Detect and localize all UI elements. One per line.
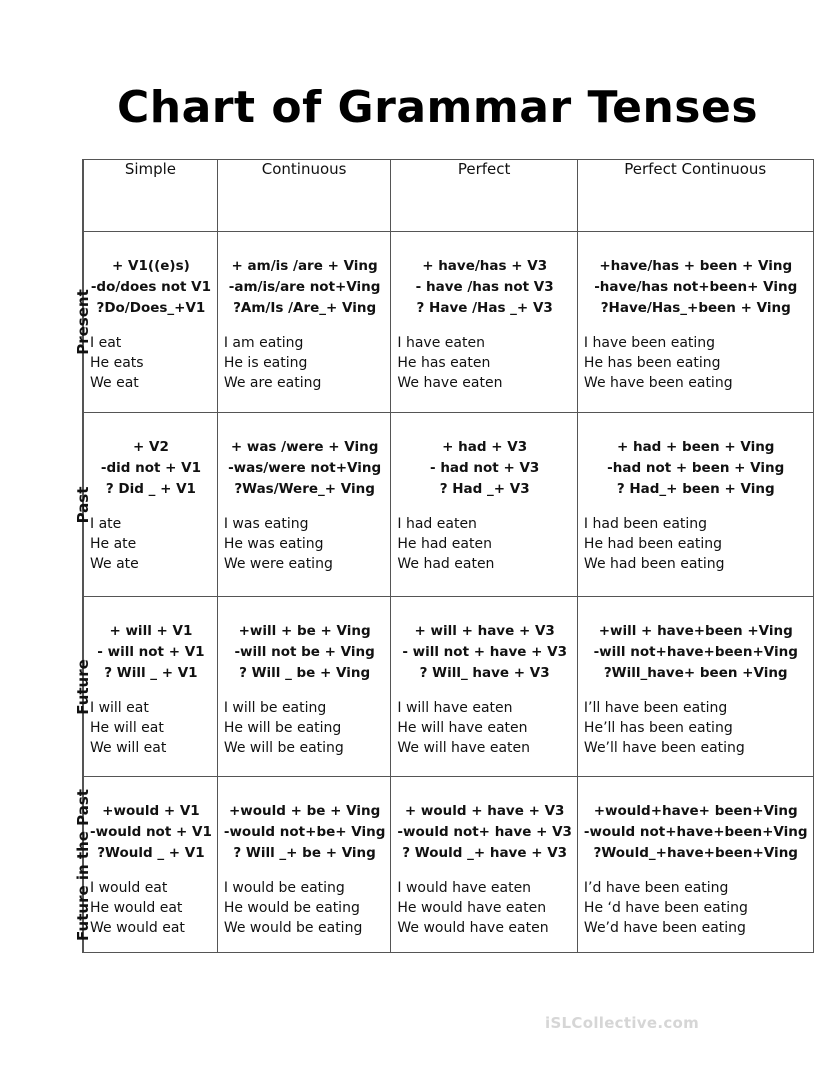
- tense-cell: [577, 777, 813, 953]
- example-sentence: He ate: [90, 536, 137, 552]
- tense-cell: [217, 777, 391, 953]
- example-sentence: He has eaten: [397, 355, 491, 371]
- formula-list: [397, 437, 572, 500]
- formula-line: -did not + V1: [100, 460, 201, 476]
- row-header-label: Future: [74, 658, 92, 715]
- formula-list: [224, 801, 386, 864]
- tense-cell: [217, 413, 391, 597]
- example-sentence: He will have eaten: [397, 720, 528, 736]
- example-sentence: We will have eaten: [397, 740, 531, 756]
- formula-line: +have/has + been + Ving: [599, 258, 793, 274]
- example-sentence: I will be eating: [223, 700, 327, 716]
- formula-line: + am/is /are + Ving: [231, 258, 378, 274]
- formula-line: - have /has not V3: [415, 279, 554, 295]
- tense-cell: [577, 232, 813, 413]
- formula-line: + will + V1: [109, 623, 193, 639]
- formula-line: ? Did _ + V1: [105, 481, 196, 497]
- row-header: [74, 597, 92, 777]
- example-sentence: I eat: [90, 335, 122, 351]
- formula-line: + V1((e)s): [112, 258, 190, 274]
- formula-line: +would+have+ been+Ving: [593, 803, 798, 819]
- tense-cell: [217, 232, 391, 413]
- formula-line: ? Will _+ be + Ving: [233, 845, 376, 861]
- example-sentence: We would have eaten: [397, 920, 549, 936]
- tense-cell: [391, 232, 578, 413]
- formula-line: + had + been + Ving: [616, 439, 775, 455]
- formula-list: [584, 256, 808, 319]
- example-sentence: I would eat: [90, 880, 168, 896]
- example-sentence: We will eat: [90, 740, 167, 756]
- example-list: [584, 514, 808, 574]
- formula-line: ?Have/Has_+been + Ving: [600, 300, 791, 316]
- formula-list: [224, 621, 386, 684]
- example-sentence: I am eating: [223, 335, 304, 351]
- example-list: [397, 698, 572, 758]
- formula-line: -had not + been + Ving: [607, 460, 785, 476]
- example-sentence: We have eaten: [397, 375, 503, 391]
- example-sentence: I will eat: [90, 700, 149, 716]
- tenses-table: [74, 159, 814, 953]
- example-sentence: I’ll have been eating: [583, 700, 728, 716]
- row-future: [83, 597, 814, 777]
- example-sentence: I was eating: [223, 516, 309, 532]
- formula-line: ? Have /Has _+ V3: [416, 300, 553, 316]
- example-sentence: He would eat: [90, 900, 183, 916]
- example-sentence: He’ll has been eating: [583, 720, 733, 736]
- formula-list: [224, 256, 386, 319]
- example-list: [224, 333, 386, 393]
- formula-line: ?Do/Does_+V1: [96, 300, 206, 316]
- example-list: [90, 333, 212, 393]
- example-sentence: I ate: [90, 516, 122, 532]
- formula-line: -would not+ have + V3: [397, 824, 572, 840]
- formula-line: ? Had _+ V3: [439, 481, 530, 497]
- example-sentence: He was eating: [223, 536, 324, 552]
- example-sentence: I would have eaten: [397, 880, 532, 896]
- formula-list: [90, 621, 212, 684]
- example-sentence: He has been eating: [583, 355, 721, 371]
- example-list: [90, 698, 212, 758]
- example-list: [584, 333, 808, 393]
- formula-line: ? Will_ have + V3: [419, 665, 550, 681]
- formula-list: [397, 256, 572, 319]
- example-sentence: He is eating: [223, 355, 308, 371]
- row-past: [83, 413, 814, 597]
- example-list: [90, 514, 212, 574]
- example-list: [224, 698, 386, 758]
- formula-list: [584, 801, 808, 864]
- tense-cell: [577, 413, 813, 597]
- example-sentence: I will have eaten: [397, 700, 513, 716]
- row-header-label: Present: [74, 289, 92, 355]
- page-title: Chart of Grammar Tenses: [117, 82, 759, 133]
- formula-line: - will not + have + V3: [402, 644, 567, 660]
- example-sentence: I had eaten: [397, 516, 477, 532]
- formula-line: +would + be + Ving: [228, 803, 381, 819]
- example-sentence: We are eating: [223, 375, 322, 391]
- example-sentence: He will be eating: [223, 720, 342, 736]
- column-header-perfect: Perfect: [391, 160, 578, 232]
- formula-line: ?Will_have+ been +Ving: [603, 665, 788, 681]
- row-header-label: Past: [74, 486, 92, 523]
- example-sentence: He eats: [90, 355, 144, 371]
- example-list: [224, 514, 386, 574]
- formula-list: [584, 437, 808, 500]
- example-list: [584, 698, 808, 758]
- formula-line: -was/were not+Ving: [228, 460, 382, 476]
- formula-list: [224, 437, 386, 500]
- formula-line: -do/does not V1: [90, 279, 212, 295]
- header-row: [83, 160, 814, 232]
- tense-cell: [84, 597, 218, 777]
- example-sentence: We’d have been eating: [583, 920, 746, 936]
- formula-list: [397, 621, 572, 684]
- formula-line: ?Was/Were_+ Ving: [234, 481, 375, 497]
- formula-line: -would not+have+been+Ving: [583, 824, 808, 840]
- formula-line: -would not+be+ Ving: [223, 824, 386, 840]
- formula-line: - will not + V1: [97, 644, 205, 660]
- example-list: [397, 514, 572, 574]
- tense-cell: [84, 777, 218, 953]
- tense-cell: [577, 597, 813, 777]
- example-list: [584, 878, 808, 938]
- formula-line: + had + V3: [442, 439, 528, 455]
- tense-cell: [84, 413, 218, 597]
- tense-cell: [391, 413, 578, 597]
- formula-list: [584, 621, 808, 684]
- example-sentence: We eat: [90, 375, 139, 391]
- example-sentence: I would be eating: [223, 880, 345, 896]
- formula-line: ?Would_+have+been+Ving: [593, 845, 798, 861]
- example-sentence: We had eaten: [397, 556, 495, 572]
- example-sentence: We’ll have been eating: [583, 740, 745, 756]
- watermark: iSLCollective.com: [545, 1014, 700, 1032]
- column-header-simple: Simple: [84, 160, 218, 232]
- formula-line: ? Had_+ been + Ving: [616, 481, 775, 497]
- example-list: [397, 333, 572, 393]
- formula-list: [90, 801, 212, 864]
- formula-line: - had not + V3: [430, 460, 540, 476]
- example-sentence: We were eating: [223, 556, 333, 572]
- tense-cell: [217, 597, 391, 777]
- formula-line: + V2: [132, 439, 169, 455]
- formula-line: + have/has + V3: [422, 258, 548, 274]
- example-sentence: We would be eating: [223, 920, 363, 936]
- example-sentence: We have been eating: [583, 375, 733, 391]
- example-sentence: I’d have been eating: [583, 880, 729, 896]
- tense-cell: [84, 232, 218, 413]
- tense-cell: [391, 777, 578, 953]
- formula-line: + would + have + V3: [404, 803, 565, 819]
- example-sentence: We had been eating: [583, 556, 725, 572]
- example-list: [224, 878, 386, 938]
- example-sentence: He will eat: [90, 720, 164, 736]
- row-header-label: Future in the Past: [74, 788, 92, 941]
- formula-line: +will + be + Ving: [238, 623, 371, 639]
- example-sentence: We would eat: [90, 920, 185, 936]
- formula-line: +will + have+been +Ving: [598, 623, 793, 639]
- formula-line: +would + V1: [102, 803, 200, 819]
- example-sentence: He would have eaten: [397, 900, 547, 916]
- example-sentence: I have eaten: [397, 335, 485, 351]
- formula-line: ? Would _+ have + V3: [402, 845, 568, 861]
- formula-line: ? Will _ be + Ving: [239, 665, 371, 681]
- formula-list: [90, 437, 212, 500]
- formula-line: ? Will _ + V1: [104, 665, 198, 681]
- formula-line: ?Am/Is /Are_+ Ving: [233, 300, 377, 316]
- row-future-in-the-past: [83, 777, 814, 953]
- formula-line: -have/has not+been+ Ving: [594, 279, 798, 295]
- row-present: [83, 232, 814, 413]
- example-list: [90, 878, 212, 938]
- tense-cell: [391, 597, 578, 777]
- formula-line: ?Would _ + V1: [97, 845, 205, 861]
- formula-line: + will + have + V3: [414, 623, 555, 639]
- row-header: [74, 413, 92, 597]
- example-sentence: He had been eating: [583, 536, 723, 552]
- formula-line: -am/is/are not+Ving: [228, 279, 381, 295]
- formula-list: [397, 801, 572, 864]
- example-sentence: He would be eating: [223, 900, 360, 916]
- formula-line: -will not+have+been+Ving: [593, 644, 798, 660]
- example-sentence: He ‘d have been eating: [583, 900, 748, 916]
- formula-line: -will not be + Ving: [234, 644, 375, 660]
- row-header: [74, 232, 92, 413]
- example-sentence: We ate: [90, 556, 139, 572]
- row-header: [74, 777, 92, 953]
- column-header-continuous: Continuous: [217, 160, 391, 232]
- formula-list: [90, 256, 212, 319]
- example-sentence: He had eaten: [397, 536, 492, 552]
- example-list: [397, 878, 572, 938]
- example-sentence: I have been eating: [583, 335, 716, 351]
- example-sentence: I had been eating: [583, 516, 708, 532]
- formula-line: + was /were + Ving: [230, 439, 379, 455]
- example-sentence: We will be eating: [223, 740, 344, 756]
- column-header-perfect-continuous: Perfect Continuous: [577, 160, 813, 232]
- formula-line: -would not + V1: [90, 824, 212, 840]
